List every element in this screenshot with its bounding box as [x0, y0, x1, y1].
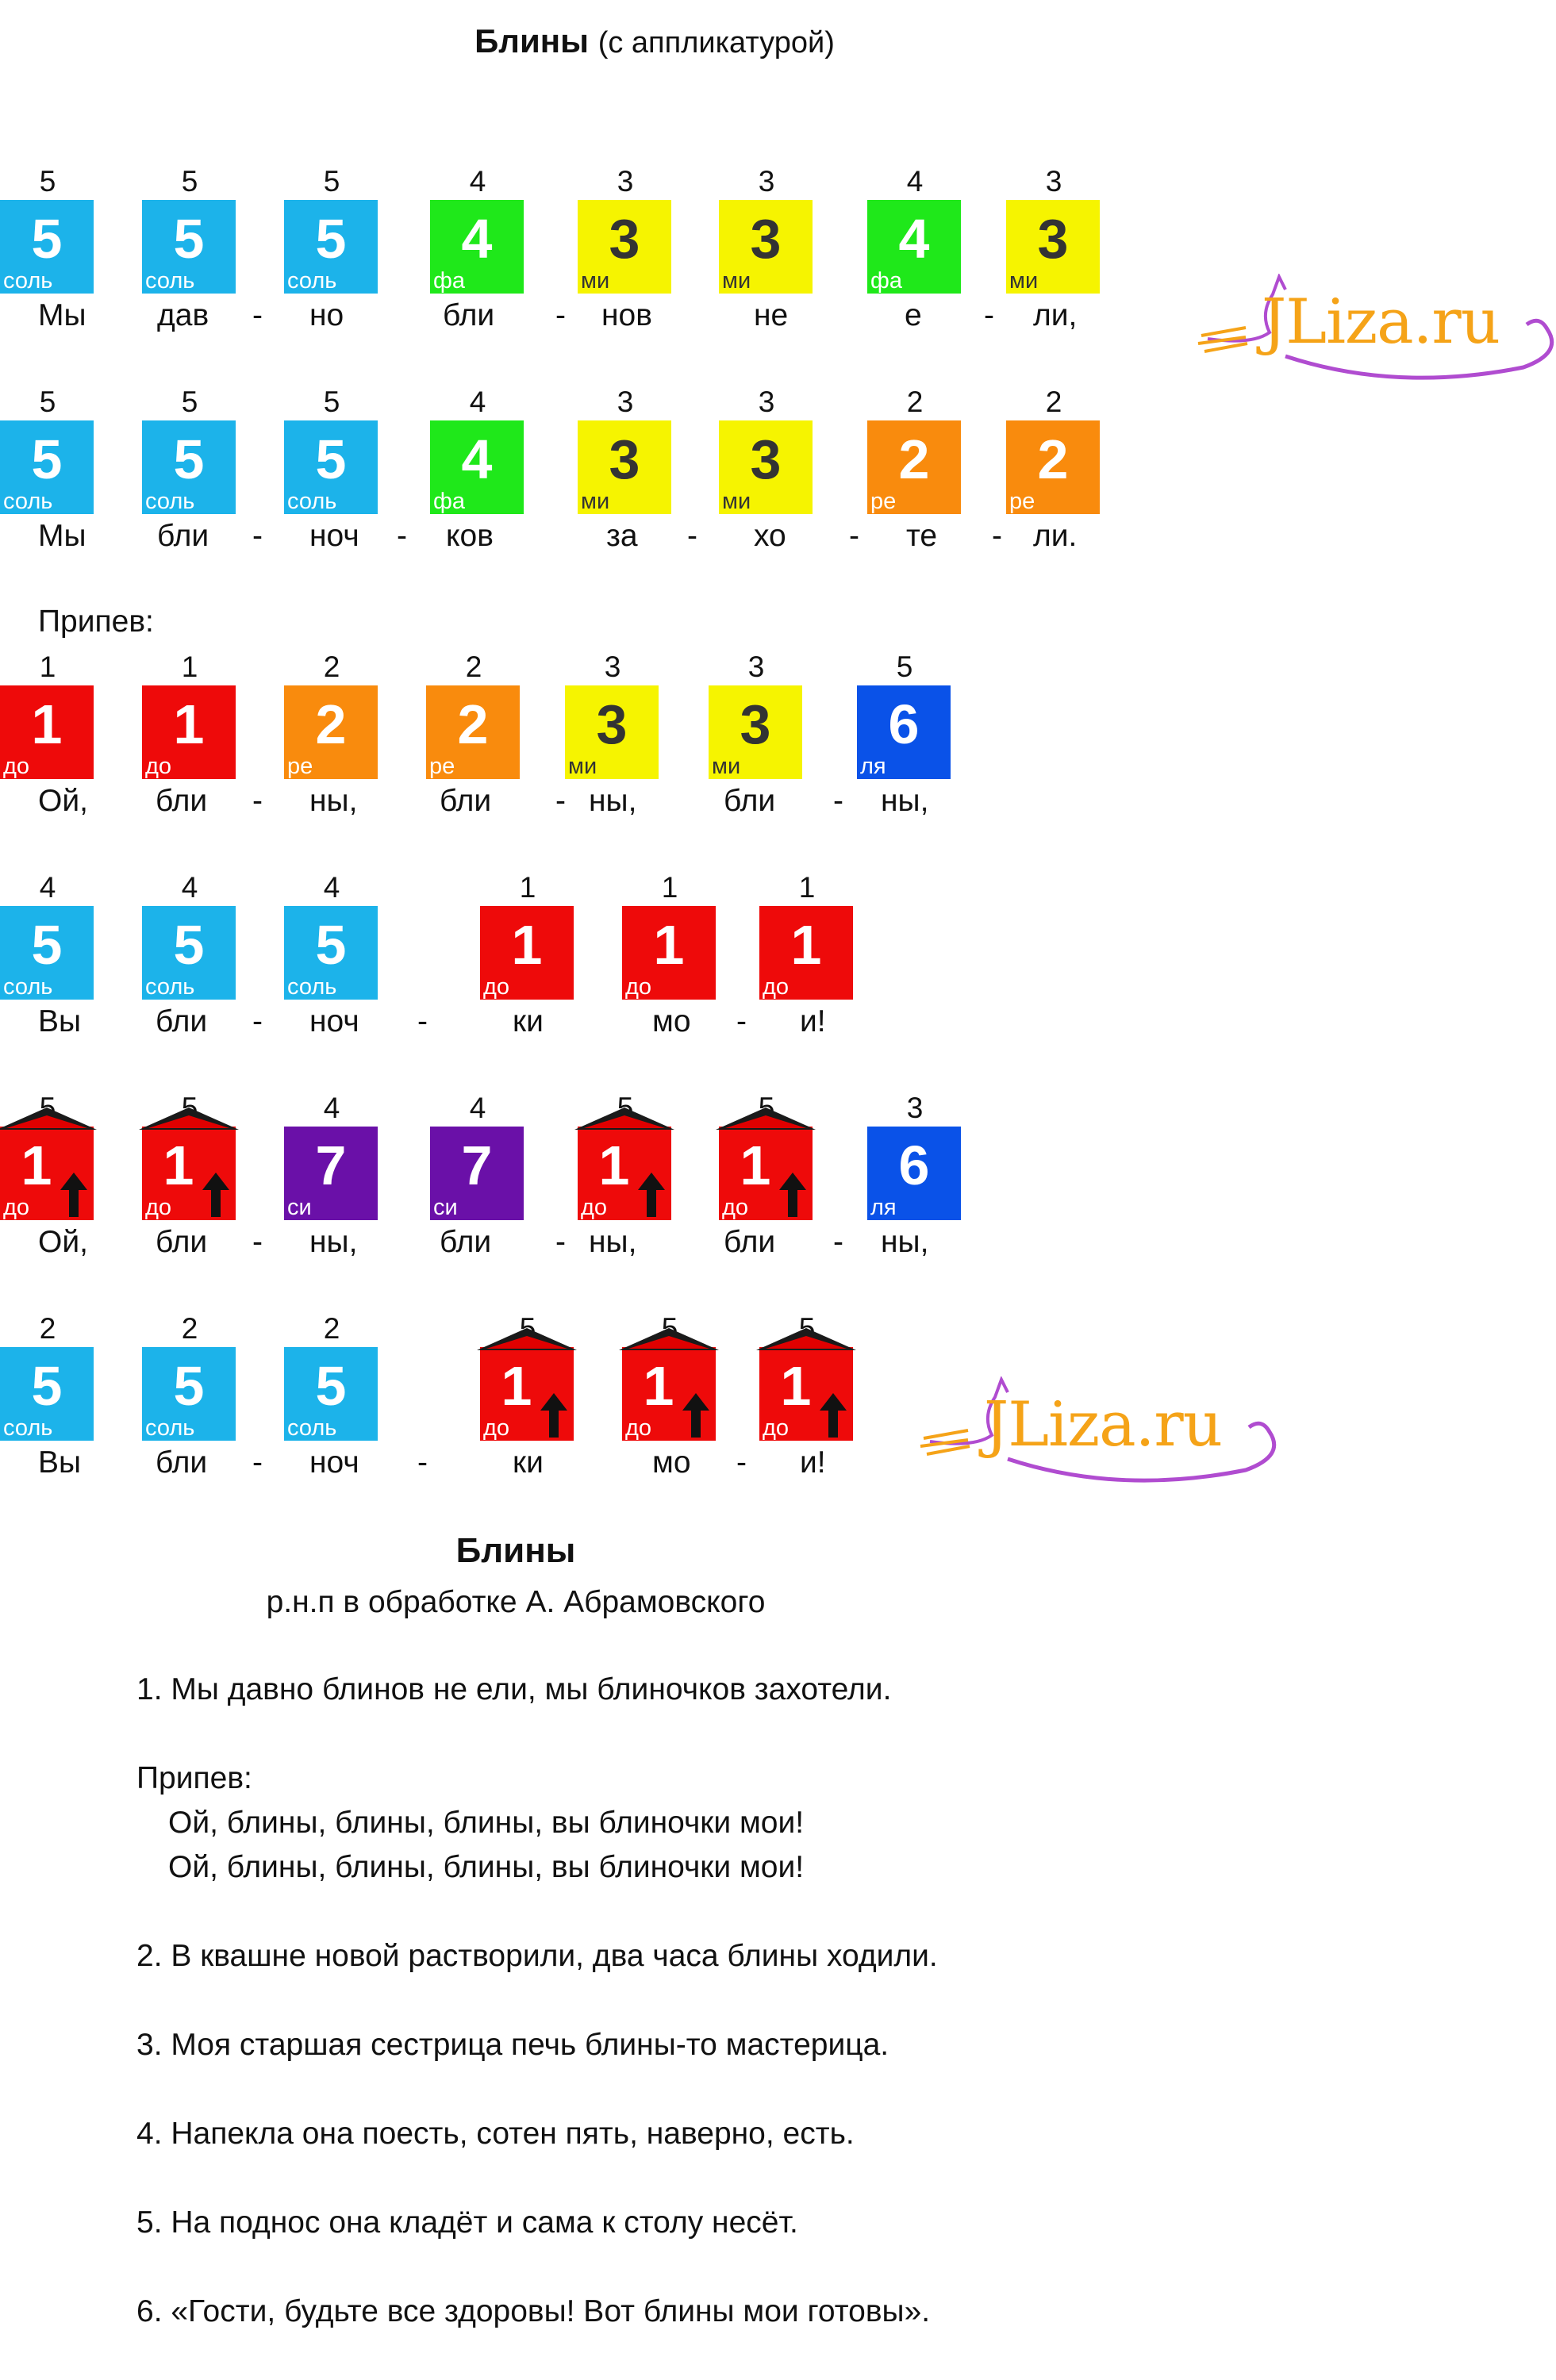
note-tile — [622, 906, 716, 1000]
note-number: 5 — [31, 208, 63, 270]
lyric-syllable: ны, — [881, 1225, 929, 1259]
note-number: 5 — [173, 428, 205, 490]
note-name: до — [483, 974, 510, 1000]
note-number: 7 — [461, 1134, 493, 1196]
note-tile — [142, 906, 236, 1000]
note-number: 1 — [173, 693, 205, 755]
syllable-hyphen: - — [417, 1445, 428, 1480]
lyric-syllable: ки — [513, 1445, 544, 1480]
note-tile — [430, 420, 524, 514]
chorus-line-1: Ой, блины, блины, блины, вы блиночки мои! — [168, 1806, 805, 1840]
note-number: 3 — [750, 428, 782, 490]
finger-number: 5 — [896, 651, 913, 683]
note-number: 5 — [173, 914, 205, 976]
note-tile — [578, 1127, 671, 1220]
note-number: 3 — [609, 428, 640, 490]
finger-number: 1 — [181, 651, 198, 683]
note-tile — [622, 1347, 716, 1441]
syllable-hyphen: - — [417, 1004, 428, 1038]
note-number: 3 — [750, 208, 782, 270]
finger-number: 5 — [323, 386, 340, 418]
note-name: фа — [433, 268, 465, 294]
note-tile — [0, 1347, 94, 1441]
note-number: 5 — [31, 428, 63, 490]
note-name: соль — [3, 1415, 53, 1441]
syllable-hyphen: - — [687, 519, 697, 553]
note-tile — [284, 906, 378, 1000]
verse-4: 4. Напекла она поесть, сотен пять, наверно, есть. — [136, 2117, 855, 2151]
lyric-syllable: ноч — [309, 1445, 359, 1480]
logo-text: JLiza.ru — [1262, 286, 1500, 358]
syllable-hyphen: - — [252, 519, 263, 553]
note-tile — [867, 1127, 961, 1220]
title-bold: Блины — [474, 22, 590, 60]
finger-number: 5 — [323, 165, 340, 198]
finger-number: 4 — [469, 1092, 486, 1124]
note-number: 5 — [315, 208, 347, 270]
chorus-label: Припев: — [38, 605, 154, 639]
up-arrow-icon — [638, 1173, 665, 1217]
syllable-hyphen: - — [252, 1445, 263, 1480]
note-tile — [142, 685, 236, 779]
note-row-5 — [0, 1092, 1556, 1282]
note-tile — [0, 200, 94, 294]
note-name: до — [722, 1195, 749, 1220]
finger-number: 3 — [617, 165, 634, 198]
syllable-hyphen: - — [252, 1225, 263, 1259]
note-number: 1 — [653, 914, 685, 976]
note-tile — [480, 906, 574, 1000]
note-name: до — [625, 974, 652, 1000]
note-name: соль — [3, 268, 53, 294]
note-name: соль — [145, 1415, 195, 1441]
syllable-hyphen: - — [252, 1004, 263, 1038]
note-name: до — [145, 754, 172, 779]
page-title — [0, 22, 1309, 60]
lyric-syllable: и! — [800, 1004, 826, 1038]
lyric-syllable: но — [309, 298, 344, 332]
lyric-syllable: е — [905, 298, 922, 332]
finger-number: 3 — [1045, 165, 1062, 198]
note-number: 1 — [780, 1355, 812, 1417]
lyric-syllable: ли, — [1033, 298, 1078, 332]
lyric-syllable: Вы — [38, 1004, 82, 1038]
note-name: соль — [287, 268, 337, 294]
note-tile — [719, 420, 813, 514]
verse-6: 6. «Гости, будьте все здоровы! Вот блины мои готовы». — [136, 2294, 931, 2328]
note-tile — [284, 1127, 378, 1220]
note-name: ре — [1009, 489, 1035, 514]
note-tile — [284, 200, 378, 294]
note-number: 4 — [461, 428, 493, 490]
finger-number: 4 — [181, 871, 198, 904]
note-name: до — [483, 1415, 510, 1441]
note-name: до — [3, 754, 30, 779]
lyric-syllable: ноч — [309, 519, 359, 553]
lyric-syllable: бли — [156, 784, 208, 818]
finger-number: 4 — [39, 871, 56, 904]
lyric-syllable: бли — [156, 1225, 208, 1259]
lyric-syllable: не — [754, 298, 789, 332]
finger-number: 3 — [747, 651, 765, 683]
syllable-hyphen: - — [555, 1225, 566, 1259]
lyric-syllable: бли — [156, 1445, 208, 1480]
note-number: 5 — [173, 1355, 205, 1417]
lyric-syllable: Мы — [38, 519, 86, 553]
lyric-syllable: ны, — [881, 784, 929, 818]
lyric-syllable: ны, — [589, 1225, 637, 1259]
finger-number: 1 — [798, 871, 816, 904]
finger-number: 3 — [604, 651, 621, 683]
note-name: ми — [568, 754, 597, 779]
note-number: 5 — [31, 1355, 63, 1417]
lyric-syllable: нов — [601, 298, 652, 332]
song-title: Блины — [455, 1531, 576, 1570]
syllable-hyphen: - — [992, 519, 1002, 553]
syllable-hyphen: - — [984, 298, 994, 332]
finger-number: 1 — [39, 651, 56, 683]
note-name: си — [433, 1195, 458, 1220]
note-number: 3 — [596, 693, 628, 755]
note-tile — [578, 420, 671, 514]
lyric-syllable: Ой, — [38, 784, 88, 818]
note-name: ми — [1009, 268, 1039, 294]
note-name: до — [625, 1415, 652, 1441]
note-name: соль — [145, 489, 195, 514]
song-chorus-label: Припев: — [136, 1761, 252, 1795]
up-arrow-icon — [202, 1173, 229, 1217]
note-tile — [719, 200, 813, 294]
note-row-3 — [0, 651, 1556, 841]
note-row-6 — [0, 1312, 1556, 1503]
finger-number: 2 — [39, 1312, 56, 1345]
lyric-syllable: Мы — [38, 298, 86, 332]
finger-number: 4 — [323, 1092, 340, 1124]
lyric-syllable: ков — [446, 519, 494, 553]
note-name: соль — [287, 1415, 337, 1441]
note-tile — [142, 200, 236, 294]
lyric-syllable: Вы — [38, 1445, 82, 1480]
note-tile — [284, 420, 378, 514]
note-tile — [284, 1347, 378, 1441]
up-arrow-icon — [820, 1393, 847, 1438]
note-name: до — [3, 1195, 30, 1220]
syllable-hyphen: - — [252, 784, 263, 818]
lyric-syllable: за — [606, 519, 638, 553]
finger-number: 3 — [758, 386, 775, 418]
note-number: 3 — [1037, 208, 1069, 270]
lyric-syllable: мо — [652, 1445, 691, 1480]
finger-number: 2 — [323, 1312, 340, 1345]
lyric-syllable: ны, — [589, 784, 637, 818]
syllable-hyphen: - — [555, 298, 566, 332]
lyric-syllable: бли — [440, 1225, 492, 1259]
verse-2: 2. В квашне новой растворили, два часа блины ходили. — [136, 1939, 938, 1973]
up-arrow-icon — [540, 1393, 567, 1438]
lyric-syllable: бли — [724, 1225, 776, 1259]
note-name: до — [581, 1195, 608, 1220]
chorus-line-2: Ой, блины, блины, блины, вы блиночки мои! — [168, 1850, 805, 1884]
note-name: соль — [3, 489, 53, 514]
note-name: ре — [429, 754, 455, 779]
finger-number: 4 — [469, 386, 486, 418]
note-number: 6 — [888, 693, 920, 755]
song-subtitle: р.н.п в обработке А. Абрамовского — [266, 1585, 766, 1619]
note-row-2 — [0, 386, 1556, 576]
note-name: ми — [581, 489, 610, 514]
syllable-hyphen: - — [397, 519, 407, 553]
note-number: 1 — [31, 693, 63, 755]
note-name: ми — [581, 268, 610, 294]
note-row-1 — [0, 165, 1556, 355]
note-tile — [709, 685, 802, 779]
note-name: ре — [870, 489, 897, 514]
syllable-hyphen: - — [736, 1004, 747, 1038]
note-number: 4 — [898, 208, 930, 270]
lyric-syllable: мо — [652, 1004, 691, 1038]
up-arrow-icon — [779, 1173, 806, 1217]
note-tile — [430, 200, 524, 294]
note-name: соль — [287, 974, 337, 1000]
note-number: 6 — [898, 1134, 930, 1196]
note-number: 1 — [163, 1134, 194, 1196]
note-name: фа — [870, 268, 902, 294]
note-number: 3 — [609, 208, 640, 270]
syllable-hyphen: - — [736, 1445, 747, 1480]
note-tile — [0, 906, 94, 1000]
finger-number: 5 — [181, 165, 198, 198]
note-name: до — [763, 974, 790, 1000]
note-name: ми — [722, 489, 751, 514]
lyric-syllable: бли — [156, 1004, 208, 1038]
finger-number: 1 — [661, 871, 678, 904]
finger-number: 2 — [181, 1312, 198, 1345]
note-name: до — [763, 1415, 790, 1441]
note-tile — [0, 685, 94, 779]
note-name: си — [287, 1195, 312, 1220]
note-tile — [578, 200, 671, 294]
note-number: 3 — [740, 693, 771, 755]
finger-number: 2 — [465, 651, 482, 683]
note-tile — [142, 420, 236, 514]
syllable-hyphen: - — [833, 1225, 843, 1259]
note-number: 5 — [315, 428, 347, 490]
up-arrow-icon — [682, 1393, 709, 1438]
note-number: 2 — [457, 693, 489, 755]
verse-5: 5. На поднос она кладёт и сама к столу несёт. — [136, 2205, 798, 2240]
note-name: ля — [870, 1195, 897, 1220]
finger-number: 5 — [181, 386, 198, 418]
verse-3: 3. Моя старшая сестрица печь блины-то мастерица. — [136, 2028, 889, 2062]
note-tile — [857, 685, 951, 779]
title-note: (с аппликатурой) — [597, 26, 835, 60]
note-number: 5 — [173, 208, 205, 270]
note-tile — [0, 420, 94, 514]
logo-text: JLiza.ru — [984, 1389, 1222, 1461]
finger-number: 4 — [469, 165, 486, 198]
note-name: ми — [722, 268, 751, 294]
syllable-hyphen: - — [833, 784, 843, 818]
note-tile — [867, 200, 961, 294]
lyric-syllable: бли — [440, 784, 492, 818]
note-tile — [867, 420, 961, 514]
note-tile — [719, 1127, 813, 1220]
syllable-hyphen: - — [252, 298, 263, 332]
lyric-syllable: ли. — [1033, 519, 1078, 553]
note-number: 5 — [315, 1355, 347, 1417]
lyric-syllable: ны, — [309, 1225, 358, 1259]
note-name: ля — [860, 754, 886, 779]
note-tile — [430, 1127, 524, 1220]
lyric-syllable: и! — [800, 1445, 826, 1480]
note-number: 1 — [511, 914, 543, 976]
note-tile — [759, 906, 853, 1000]
lyric-syllable: ноч — [309, 1004, 359, 1038]
note-name: соль — [145, 268, 195, 294]
note-tile — [142, 1127, 236, 1220]
note-name: ре — [287, 754, 313, 779]
finger-number: 4 — [906, 165, 924, 198]
note-number: 1 — [598, 1134, 630, 1196]
finger-number: 2 — [323, 651, 340, 683]
note-number: 5 — [31, 914, 63, 976]
verse-1: 1. Мы давно блинов не ели, мы блиночков захотели. — [136, 1672, 892, 1706]
note-name: ми — [712, 754, 741, 779]
note-number: 2 — [898, 428, 930, 490]
up-arrow-icon — [60, 1173, 87, 1217]
lyric-syllable: те — [906, 519, 938, 553]
lyric-syllable: хо — [754, 519, 786, 553]
finger-number: 3 — [906, 1092, 924, 1124]
note-number: 7 — [315, 1134, 347, 1196]
note-tile — [0, 1127, 94, 1220]
note-number: 1 — [740, 1134, 771, 1196]
note-name: соль — [287, 489, 337, 514]
finger-number: 5 — [39, 165, 56, 198]
finger-number: 2 — [1045, 386, 1062, 418]
note-name: фа — [433, 489, 465, 514]
lyric-syllable: Ой, — [38, 1225, 88, 1259]
note-tile — [480, 1347, 574, 1441]
note-name: соль — [3, 974, 53, 1000]
note-name: соль — [145, 974, 195, 1000]
finger-number: 3 — [617, 386, 634, 418]
note-number: 1 — [501, 1355, 532, 1417]
note-tile — [565, 685, 659, 779]
syllable-hyphen: - — [555, 784, 566, 818]
note-tile — [426, 685, 520, 779]
lyric-syllable: ки — [513, 1004, 544, 1038]
note-tile — [1006, 200, 1100, 294]
note-tile — [759, 1347, 853, 1441]
note-number: 4 — [461, 208, 493, 270]
note-number: 2 — [315, 693, 347, 755]
lyric-syllable: бли — [157, 519, 209, 553]
lyric-syllable: дав — [157, 298, 209, 332]
finger-number: 3 — [758, 165, 775, 198]
note-row-4 — [0, 871, 1556, 1061]
lyric-syllable: бли — [724, 784, 776, 818]
note-number: 2 — [1037, 428, 1069, 490]
note-number: 1 — [790, 914, 822, 976]
note-tile — [284, 685, 378, 779]
finger-number: 2 — [906, 386, 924, 418]
finger-number: 1 — [519, 871, 536, 904]
note-number: 5 — [315, 914, 347, 976]
lyric-syllable: ны, — [309, 784, 358, 818]
note-tile — [1006, 420, 1100, 514]
syllable-hyphen: - — [849, 519, 859, 553]
finger-number: 5 — [39, 386, 56, 418]
note-name: до — [145, 1195, 172, 1220]
lyric-syllable: бли — [443, 298, 495, 332]
note-tile — [142, 1347, 236, 1441]
note-number: 1 — [643, 1355, 674, 1417]
note-number: 1 — [21, 1134, 52, 1196]
finger-number: 4 — [323, 871, 340, 904]
